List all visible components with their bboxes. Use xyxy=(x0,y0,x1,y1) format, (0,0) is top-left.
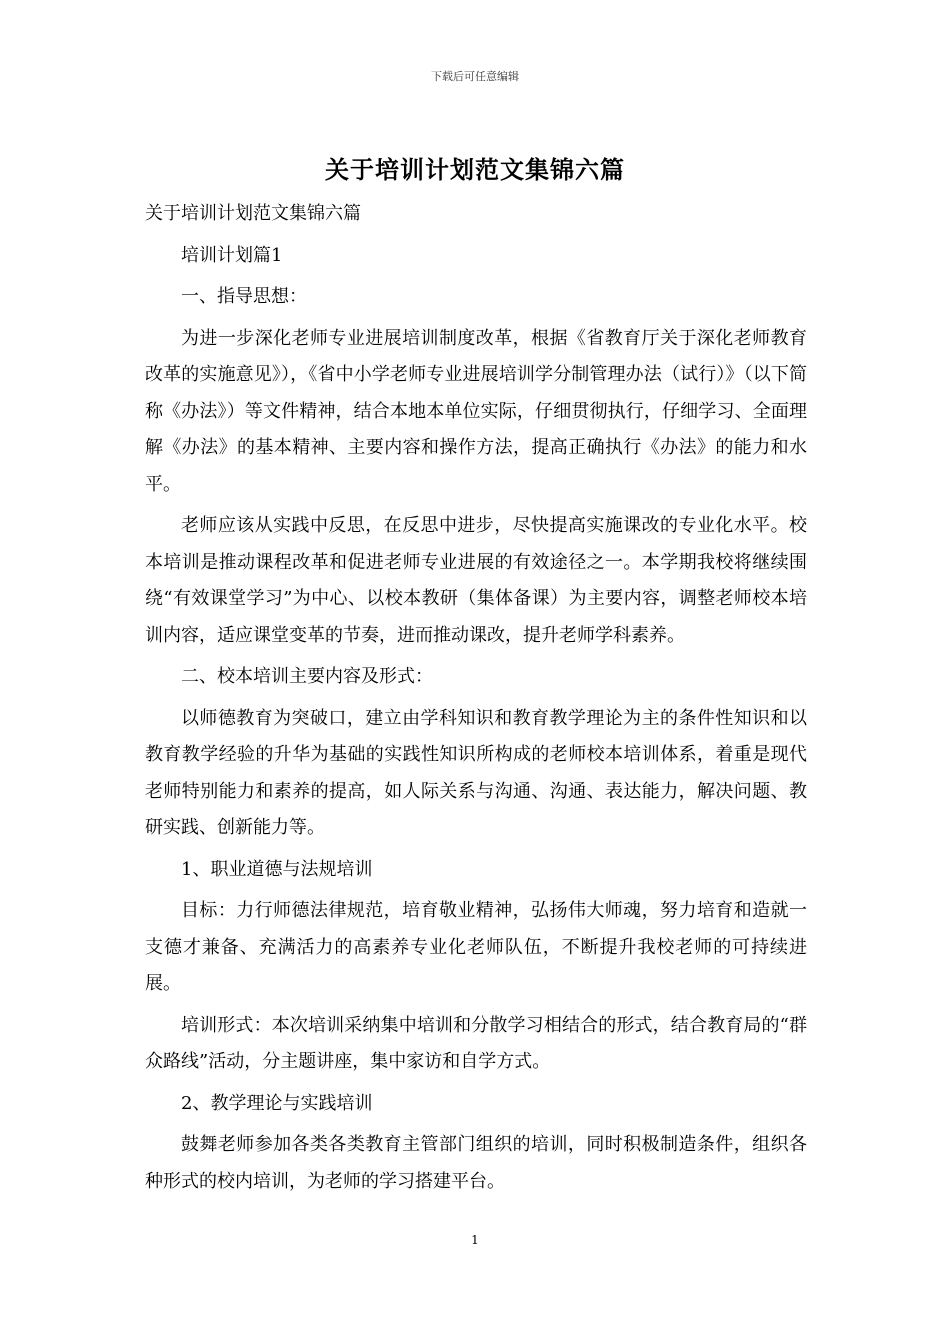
subsection-heading-ethics: 1、职业道德与法规培训 xyxy=(181,858,373,880)
section-heading-training-content: 二、校本培训主要内容及形式： xyxy=(181,666,433,687)
section-heading-plan-1: 培训计划篇1 xyxy=(181,244,283,266)
body-paragraph: 老师应该从实践中反思，在反思中进步，尽快提高实施课改的专业化水平。校本培训是推动课程改革和促进老师专业进展的有效途径之一。本学期我校将继续围绕“有效课堂学习”为中心、以校本教研（集体备课）为主要内容，调整老师校本培训内容，适应课堂变革的节奏，进而推动课改，提升老师学科素养。 xyxy=(145,515,807,646)
body-paragraph: 为进一步深化老师专业进展培训制度改革，根据《省教育厅关于深化老师教育改革的实施意见》），《省中小学老师专业进展培训学分制管理办法（试行）》（以下简称《办法》）等文件精神，结合本地本单位实际，仔细贯彻执行，仔细学习、全面理解《办法》的基本精神、主要内容和操作方法，提高正确执行《办法》的能力和水平。 xyxy=(145,327,807,495)
subtitle-paragraph: 关于培训计划范文集锦六篇 xyxy=(145,203,361,224)
body-paragraph: 培训形式：本次培训采纳集中培训和分散学习相结合的形式，结合教育局的“群众路线”活动，分主题讲座，集中家访和自学方式。 xyxy=(145,1014,807,1072)
body-paragraph: 鼓舞老师参加各类各类教育主管部门组织的培训，同时积极制造条件，组织各种形式的校内培训，为老师的学习搭建平台。 xyxy=(145,1134,807,1192)
section-heading-guiding-thought: 一、指导思想： xyxy=(181,286,307,307)
page-number: 1 xyxy=(471,1233,479,1247)
body-paragraph: 目标：力行师德法律规范，培育敬业精神，弘扬伟大师魂，努力培育和造就一支德才兼备、充满活力的高素养专业化老师队伍，不断提升我校老师的可持续进展。 xyxy=(145,900,807,994)
subsection-heading-theory-practice: 2、教学理论与实践培训 xyxy=(181,1092,373,1114)
body-paragraph: 以师德教育为突破口，建立由学科知识和教育教学理论为主的条件性知识和以教育教学经验的升华为基础的实践性知识所构成的老师校本培训体系，着重是现代老师特别能力和素养的提高，如人际关系与沟通、沟通、表达能力，解决问题、教研实践、创新能力等。 xyxy=(145,707,807,838)
header-note: 下载后可任意编辑 xyxy=(431,70,519,83)
document-body xyxy=(145,196,807,1200)
document-title: 关于培训计划范文集锦六篇 xyxy=(325,155,625,184)
